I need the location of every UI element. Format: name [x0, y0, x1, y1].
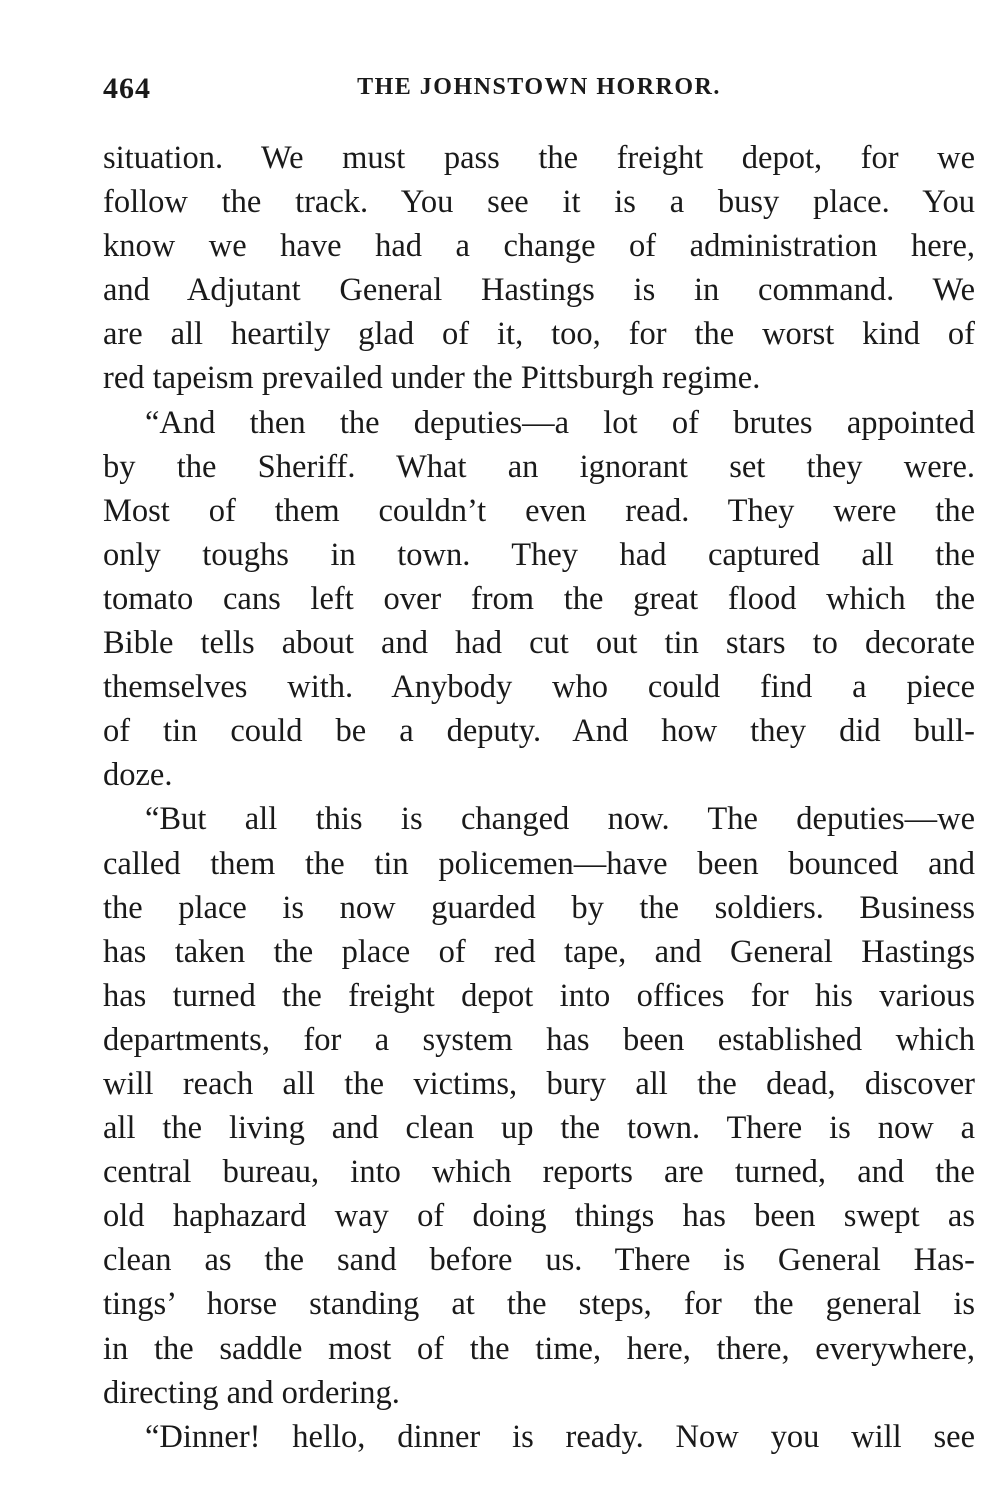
- text-line: themselves with. Anybody who could find a piece: [103, 669, 975, 706]
- text-line: by the Sheriff. What an ignorant set they were.: [103, 448, 975, 485]
- text-line: “And then the deputies—a lot of brutes appointed: [145, 404, 975, 441]
- text-line: central bureau, into which reports are turned, and the: [103, 1154, 975, 1191]
- text-line: Most of them couldn’t even read. They were the: [103, 492, 975, 529]
- running-title: THE JOHNSTOWN HORROR.: [357, 74, 721, 100]
- text-line: Bible tells about and had cut out tin stars to decorate: [103, 625, 975, 662]
- text-line: situation. We must pass the freight depot, for we: [103, 140, 975, 176]
- text-line: are all heartily glad of it, too, for the worst kind of: [103, 316, 975, 353]
- body-text: [103, 136, 975, 1459]
- text-line: directing and ordering.: [103, 1374, 400, 1411]
- page-header: [103, 72, 975, 112]
- text-line: follow the track. You see it is a busy place. You: [103, 184, 975, 221]
- text-line: tings’ horse standing at the steps, for the general is: [103, 1286, 975, 1323]
- text-line: has turned the freight depot into offices for his various: [103, 977, 975, 1014]
- text-line: “Dinner! hello, dinner is ready. Now you will see: [145, 1418, 975, 1455]
- text-line: only toughs in town. They had captured all the: [103, 536, 975, 573]
- text-line: the place is now guarded by the soldiers. Business: [103, 889, 975, 926]
- text-line: all the living and clean up the town. There is now a: [103, 1110, 975, 1147]
- text-line: clean as the sand before us. There is General Has-: [103, 1242, 975, 1279]
- text-line: red tapeism prevailed under the Pittsburgh regime.: [103, 360, 761, 397]
- text-line: old haphazard way of doing things has been swept as: [103, 1198, 975, 1235]
- text-line: has taken the place of red tape, and General Hastings: [103, 933, 975, 970]
- text-line: tomato cans left over from the great flood which the: [103, 580, 975, 617]
- text-line: know we have had a change of administration here,: [103, 228, 975, 265]
- text-line: “But all this is changed now. The deputies—we: [145, 801, 975, 838]
- text-line: and Adjutant General Hastings is in command. We: [103, 272, 975, 309]
- text-line: of tin could be a deputy. And how they did bull-: [103, 713, 975, 750]
- text-line: doze.: [103, 757, 173, 794]
- page-number: 464: [103, 72, 151, 105]
- text-line: will reach all the victims, bury all the dead, discover: [103, 1065, 975, 1102]
- text-line: departments, for a system has been established which: [103, 1021, 975, 1058]
- text-line: called them the tin policemen—have been bounced and: [103, 845, 975, 882]
- text-line: in the saddle most of the time, here, there, everywhere,: [103, 1330, 975, 1367]
